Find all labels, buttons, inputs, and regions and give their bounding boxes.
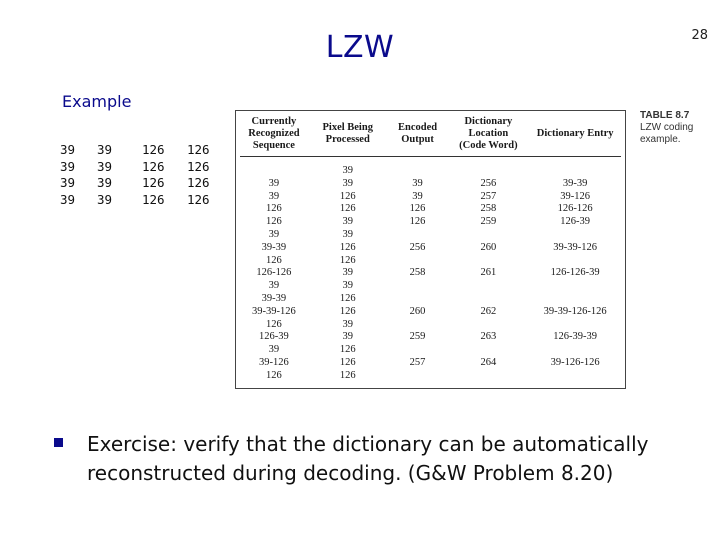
table-cell: 39-126 [560,190,590,202]
column-header [447,116,529,152]
table-cell: 126 [339,190,356,202]
table-cell: 39-126 [259,356,289,368]
table-cell: 126 [339,292,356,304]
matrix-row [60,192,232,209]
table-cell: 126 [266,369,282,381]
matrix-row [60,159,232,176]
table-cell [388,344,448,357]
table-cell: 126 [339,369,356,381]
table-row [240,319,621,332]
table-cell [529,370,621,383]
table-cell: 259 [480,216,497,228]
table-cell: 126 [266,254,282,266]
table-body [240,165,621,383]
slide-title: LZW [325,30,395,65]
column-header-line: Processed [325,133,370,145]
matrix-row [60,142,232,159]
table-cell: 39 [412,190,423,202]
table-cell: 126-39-39 [553,331,597,343]
table-cell: 39 [268,344,280,356]
table-cell: 126 [266,318,282,330]
table-cell [447,255,529,268]
table-cell: 126 [339,356,356,368]
table-caption-line: example. [640,134,681,145]
table-cell [388,370,448,383]
table-cell [447,319,529,332]
table-cell: 39-39 [261,292,287,304]
matrix-cell: 126 [142,191,165,207]
table-cell: 126 [339,305,356,317]
table-cell: 39 [342,216,353,228]
table-cell: 258 [409,267,426,279]
table-cell [388,319,448,332]
table-cell: 39-39 [562,177,588,189]
table-cell: 263 [480,331,497,343]
column-header [308,122,388,146]
table-cell: 256 [480,177,497,189]
table-row [240,216,621,229]
matrix-cell: 39 [60,191,76,207]
table-cell [529,280,621,293]
table-cell [529,293,621,306]
matrix-row [60,175,232,192]
matrix-cell: 39 [97,142,113,157]
table-cell [529,229,621,242]
column-header [529,128,621,140]
table-cell: 126-39 [560,216,590,228]
matrix-cell: 126 [187,175,210,190]
example-label: Example [62,92,132,111]
table-row [240,178,621,191]
table-cell [388,280,448,293]
table-cell [529,165,621,178]
matrix-cell: 126 [142,142,165,157]
table-row [240,229,621,242]
table-cell: 39-39-126 [252,305,296,317]
table-cell [529,344,621,357]
table-cell: 126 [266,203,282,215]
table-cell: 39 [342,228,353,240]
table-cell: 39-126-126 [550,356,600,368]
table-row [240,203,621,216]
table-cell: 39 [268,190,280,202]
column-header-line: (Code Word) [459,139,518,151]
table-cell: 126 [339,241,356,253]
table-row [240,165,621,178]
column-header-line: Location [468,127,509,139]
table-cell: 39 [268,280,280,292]
table-cell: 39 [342,331,353,343]
table-cell [447,344,529,357]
table-cell [388,255,448,268]
matrix-cell: 126 [142,175,165,190]
bullet-item [54,430,694,488]
table-row [240,242,621,255]
table-row [240,191,621,204]
table-cell: 260 [409,305,426,317]
table-cell [529,319,621,332]
table-row [240,293,621,306]
matrix-cell: 39 [60,158,76,174]
table-cell: 126 [409,216,426,228]
table-row [240,306,621,319]
table-cell: 39 [412,177,423,189]
lzw-coding-table [235,110,626,389]
column-header-line: Sequence [252,139,295,151]
column-header-line: Currently [251,115,297,127]
table-cell: 126 [266,216,282,228]
table-cell [388,293,448,306]
matrix-cell: 39 [97,191,113,207]
table-cell: 39 [268,228,280,240]
table-cell [529,255,621,268]
column-header-line: Recognized [248,127,300,139]
table-cell [447,370,529,383]
column-header-line: Encoded [398,121,438,133]
page-number: 28 [691,28,708,43]
table-cell: 126 [339,344,356,356]
table-row [240,267,621,280]
table-cell: 259 [409,331,426,343]
table-cell: 39 [342,177,353,189]
table-cell [447,293,529,306]
table-row [240,370,621,383]
table-row [240,255,621,268]
table-cell: 126 [339,203,356,215]
table-cell [447,280,529,293]
table-cell: 39 [342,267,353,279]
table-row [240,344,621,357]
table-cell: 39 [342,280,353,292]
matrix-cell: 126 [187,142,210,157]
matrix-cell: 39 [60,175,76,190]
table-cell: 260 [480,241,497,253]
table-cell: 264 [480,356,497,368]
table-caption-line: LZW coding [640,122,694,133]
table-cell: 39 [342,318,353,330]
image-matrix [60,142,232,208]
table-cell: 126-126 [557,203,593,215]
table-cell [240,165,308,178]
matrix-cell: 126 [142,158,165,174]
matrix-cell: 126 [187,158,210,174]
table-cell [447,165,529,178]
table-cell: 262 [480,305,497,317]
table-row [240,357,621,370]
column-header [388,122,448,146]
table-cell: 256 [409,241,426,253]
table-cell: 258 [480,203,497,215]
table-cell: 126 [409,203,426,215]
column-header [240,116,308,152]
table-cell: 126-126 [256,267,292,279]
column-header-line: Pixel Being [322,121,373,133]
table-cell [388,165,448,178]
matrix-cell: 39 [97,158,113,174]
table-caption [640,110,693,146]
column-header-line: Dictionary [464,115,513,127]
table-cell [447,229,529,242]
table-header [240,111,621,157]
table-cell: 126-39 [259,331,289,343]
column-header-line: Dictionary Entry [536,127,614,139]
table-cell: 126-126-39 [550,267,600,279]
table-caption-number: TABLE 8.7 [640,110,690,121]
table-row [240,331,621,344]
table-cell: 39 [342,165,353,176]
matrix-cell: 126 [187,191,210,207]
table-cell: 257 [409,356,426,368]
column-header-line: Output [401,133,434,145]
table-cell: 261 [480,267,497,279]
table-cell: 39-39-126 [553,241,597,253]
table-cell: 257 [480,190,497,202]
table-cell: 126 [339,254,356,266]
table-row [240,280,621,293]
table-cell: 39 [268,177,280,189]
table-cell: 39-39-126-126 [543,305,607,317]
exercise-text: Exercise: verify that the dictionary can be automatically reconstructed during decoding. (G&W Problem 8.20) [87,432,649,485]
square-bullet-icon [54,438,63,447]
matrix-cell: 39 [97,175,113,190]
table-cell: 39-39 [261,241,287,253]
matrix-cell: 39 [60,142,76,157]
table-cell [388,229,448,242]
